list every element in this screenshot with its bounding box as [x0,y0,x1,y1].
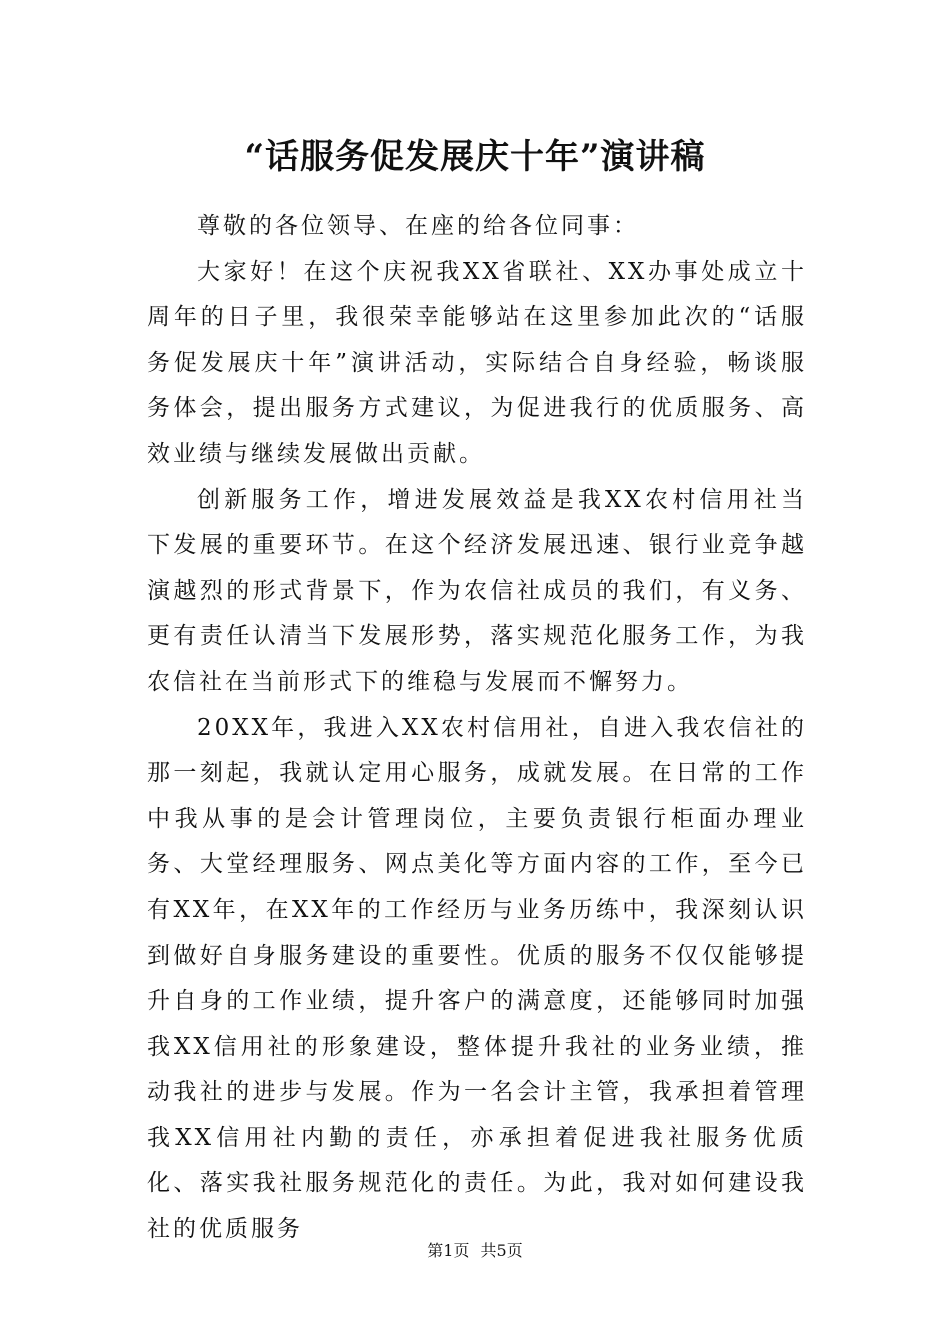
paragraph-salutation: 尊敬的各位领导、在座的给各位同事： [197,213,639,239]
page-total: 共5页 [480,1241,523,1260]
page-footer [0,1239,950,1263]
paragraph-innovation: 创新服务工作，增进发展效益是我XX农村信用社当下发展的重要环节。在这个经济发展迅速、银行业竞争越演越烈的形式背景下，作为农信社成员的我们，有义务、更有责任认清当下发展形势，落实规范化服务工作，为我农信社在当前形式下的维稳与发展而不懈努力。 [147,486,807,695]
paragraph-greeting: 大家好！在这个庆祝我XX省联社、XX办事处成立十周年的日子里，我很荣幸能够站在这里参加此次的“话服务促发展庆十年”演讲活动，实际结合自身经验，畅谈服务体会，提出服务方式建议，为促进我行的优质服务、高效业绩与继续发展做出贡献。 [147,258,807,467]
document-body [147,204,807,1253]
paragraph-experience: 20XX年，我进入XX农村信用社，自进入我农信社的那一刻起，我就认定用心服务，成就发展。在日常的工作中我从事的是会计管理岗位，主要负责银行柜面办理业务、大堂经理服务、网点美化等方面内容的工作，至今已有XX年，在XX年的工作经历与业务历练中，我深刻认识到做好自身服务建设的重要性。优质的服务不仅仅能够提升自身的工作业绩，提升客户的满意度，还能够同时加强我XX信用社的形象建设，整体提升我社的业务业绩，推动我社的进步与发展。作为一名会计主管，我承担着管理我XX信用社内勤的责任，亦承担着促进我社服务优质化、落实我社服务规范化的责任。为此，我对如何建设我社的优质服务 [147,714,807,1243]
document-title: “话服务促发展庆十年”演讲稿 [244,137,706,177]
page-number: 第1页 [427,1241,470,1260]
